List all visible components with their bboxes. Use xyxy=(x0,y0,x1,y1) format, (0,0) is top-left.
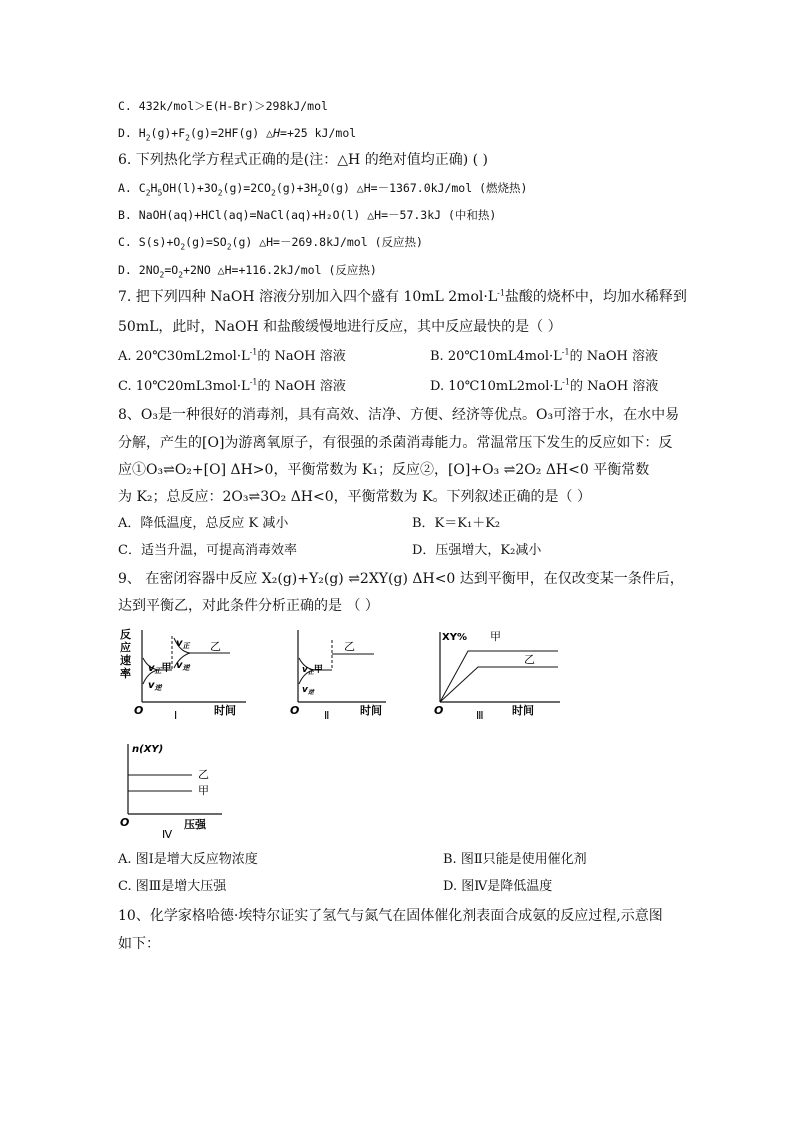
q7-option-b: B. $20℃10mL4mol\cdot L^{-1}$的 NaOH 溶液 xyxy=(430,347,658,364)
graph-2-origin: O xyxy=(290,704,300,717)
graph-3-yi-label: 乙 xyxy=(524,653,535,666)
graph-3-ylabel: XY% xyxy=(442,632,467,643)
graph-3 xyxy=(432,626,562,728)
q9-option-d: D. 图Ⅳ是降低温度 xyxy=(443,879,553,894)
graph-1-ylabel-2: 应 xyxy=(120,641,131,654)
graph-1 xyxy=(118,626,248,728)
graph-3-jia-label: 甲 xyxy=(490,630,501,643)
graph-1-ylabel-3: 速 xyxy=(120,654,131,667)
q10-line1: 10、化学家格哈德·埃特尔证实了氢气与氮气在固体催化剂表面合成氨的反应过程,示意图 xyxy=(118,908,663,924)
graph-4-roman: Ⅳ xyxy=(162,828,173,841)
q8-line1: 8、O₃是一种很好的消毒剂，具有高效、洁净、方便、经济等优点。O₃可溶于水，在水中易 xyxy=(118,407,680,423)
q6-option-c: C. $S(s)+O_2(g)=SO_2(g)$ △H=－269.8kJ/mol (反应热) xyxy=(118,235,423,252)
graph-3-yi-line xyxy=(440,667,558,702)
q10-line2: 如下： xyxy=(118,936,160,952)
q9-option-b: B. 图Ⅱ只能是使用催化剂 xyxy=(443,852,587,867)
q8-option-b: B．K＝K₁＋K₂ xyxy=(412,516,501,531)
graph-2-roman: Ⅱ xyxy=(324,709,330,722)
graph-4-ylabel: n(XY) xyxy=(132,744,164,755)
graph-4-yi-label: 乙 xyxy=(198,768,209,781)
q7-option-d: D. $10℃10mL2mol\cdot L^{-1}$的 NaOH 溶液 xyxy=(430,377,659,394)
graph-1-v-reverse-label-yi: $v_逆$ xyxy=(176,660,190,672)
q6-stem: 6. 下列热化学方程式正确的是(注：△H 的绝对值均正确) ( ) xyxy=(118,152,488,168)
q9-option-c: C. 图Ⅲ是增大压强 xyxy=(118,879,227,894)
q8-line3: 应①O₃⇌O₂+[O] ΔH>0，平衡常数为 K₁；反应②，[O]+O₃ ⇌2O₂ ΔH<0 平衡常数 xyxy=(118,462,650,478)
graph-1-origin: O xyxy=(134,704,144,717)
q8-option-a: A．降低温度，总反应 K 减小 xyxy=(118,516,289,531)
graph-4-xlabel: 压强 xyxy=(184,818,206,831)
q7-stem-line1: 7. 把下列四种 NaOH 溶液分别加入四个盛有 10mL $2mol\cdot L^{-1}$盐酸的烧杯中，均加水稀释到 xyxy=(118,288,687,305)
q8-line2: 分解，产生的[O]为游离氧原子，有很强的杀菌消毒能力。常温常压下发生的反应如下：反 xyxy=(118,435,673,451)
graph-2-v-reverse-label: $v_逆$ xyxy=(302,685,314,696)
graph-2-v-label-jia: $v_正$甲 xyxy=(302,665,323,676)
graph-4-origin: O xyxy=(120,816,130,829)
graph-4 xyxy=(118,738,228,842)
q9-line1: 9、 在密闭容器中反应 X₂(g)+Y₂(g) ⇌2XY(g) ΔH<0 达到平衡甲，在仅改变某一条件后， xyxy=(118,571,684,587)
q6-option-a: A. $C_2H_5OH(l)+3O_2(g)=2CO_2(g)+3H_2O(g)$ △H=－1367.0kJ/mol (燃烧热) xyxy=(118,181,528,198)
q6-option-d: D. $2NO_2=O_2+2NO$ △H=+116.2kJ/mol (反应热) xyxy=(118,263,377,280)
graph-3-origin: O xyxy=(434,704,444,717)
graph-1-roman: Ⅰ xyxy=(174,709,178,722)
graph-3-xlabel: 时间 xyxy=(512,704,534,717)
graph-2-xlabel: 时间 xyxy=(360,704,382,717)
graph-4-jia-label: 甲 xyxy=(198,784,209,797)
graph-1-xlabel: 时间 xyxy=(214,704,236,717)
graph-1-v-label-jia: $v_正$甲 xyxy=(148,663,172,675)
graph-1-v-label-yi: $v_正$ xyxy=(176,638,190,650)
graph-2 xyxy=(288,626,388,728)
graph-3-roman: Ⅲ xyxy=(476,709,484,722)
q6-option-b: B. NaOH(aq)+HCl(aq)=NaCl(aq)+H₂O(l) △H=－57.3kJ (中和热) xyxy=(118,208,497,222)
graph-2-yi-label: 乙 xyxy=(344,640,355,653)
q8-option-d: D．压强增大，K₂减小 xyxy=(412,543,542,558)
q7-stem-line2: 50mL，此时，NaOH 和盐酸缓慢地进行反应，其中反应最快的是（ ） xyxy=(118,319,562,335)
q5-option-c: C. 432k/mol＞E(H-Br)＞298kJ/mol xyxy=(118,99,328,113)
graph-1-ylabel-4: 率 xyxy=(120,667,131,680)
graph-1-v-reverse-label-jia: $v_逆$ xyxy=(148,680,162,692)
q8-option-c: C．适当升温，可提高消毒效率 xyxy=(118,543,297,558)
q9-option-a: A. 图Ⅰ是增大反应物浓度 xyxy=(118,852,258,867)
graph-1-ylabel-1: 反 xyxy=(120,628,131,641)
graph-1-yi-label: 乙 xyxy=(210,640,221,653)
q8-line4: 为 K₂；总反应：2O₃⇌3O₂ ΔH<0，平衡常数为 K。下列叙述正确的是（ ） xyxy=(118,489,592,505)
graph-3-jia-line xyxy=(440,651,558,702)
q9-line2: 达到平衡乙，对此条件分析正确的是 （ ） xyxy=(118,598,379,614)
q7-option-a: A. $20℃30mL2mol\cdot L^{-1}$的 NaOH 溶液 xyxy=(118,347,346,364)
q7-option-c: C. $10℃20mL3mol\cdot L^{-1}$的 NaOH 溶液 xyxy=(118,377,346,394)
q5-option-d: D. $H_2(g)+F_2(g)=2HF(g)$ △H=+25 kJ/mol xyxy=(118,126,357,143)
